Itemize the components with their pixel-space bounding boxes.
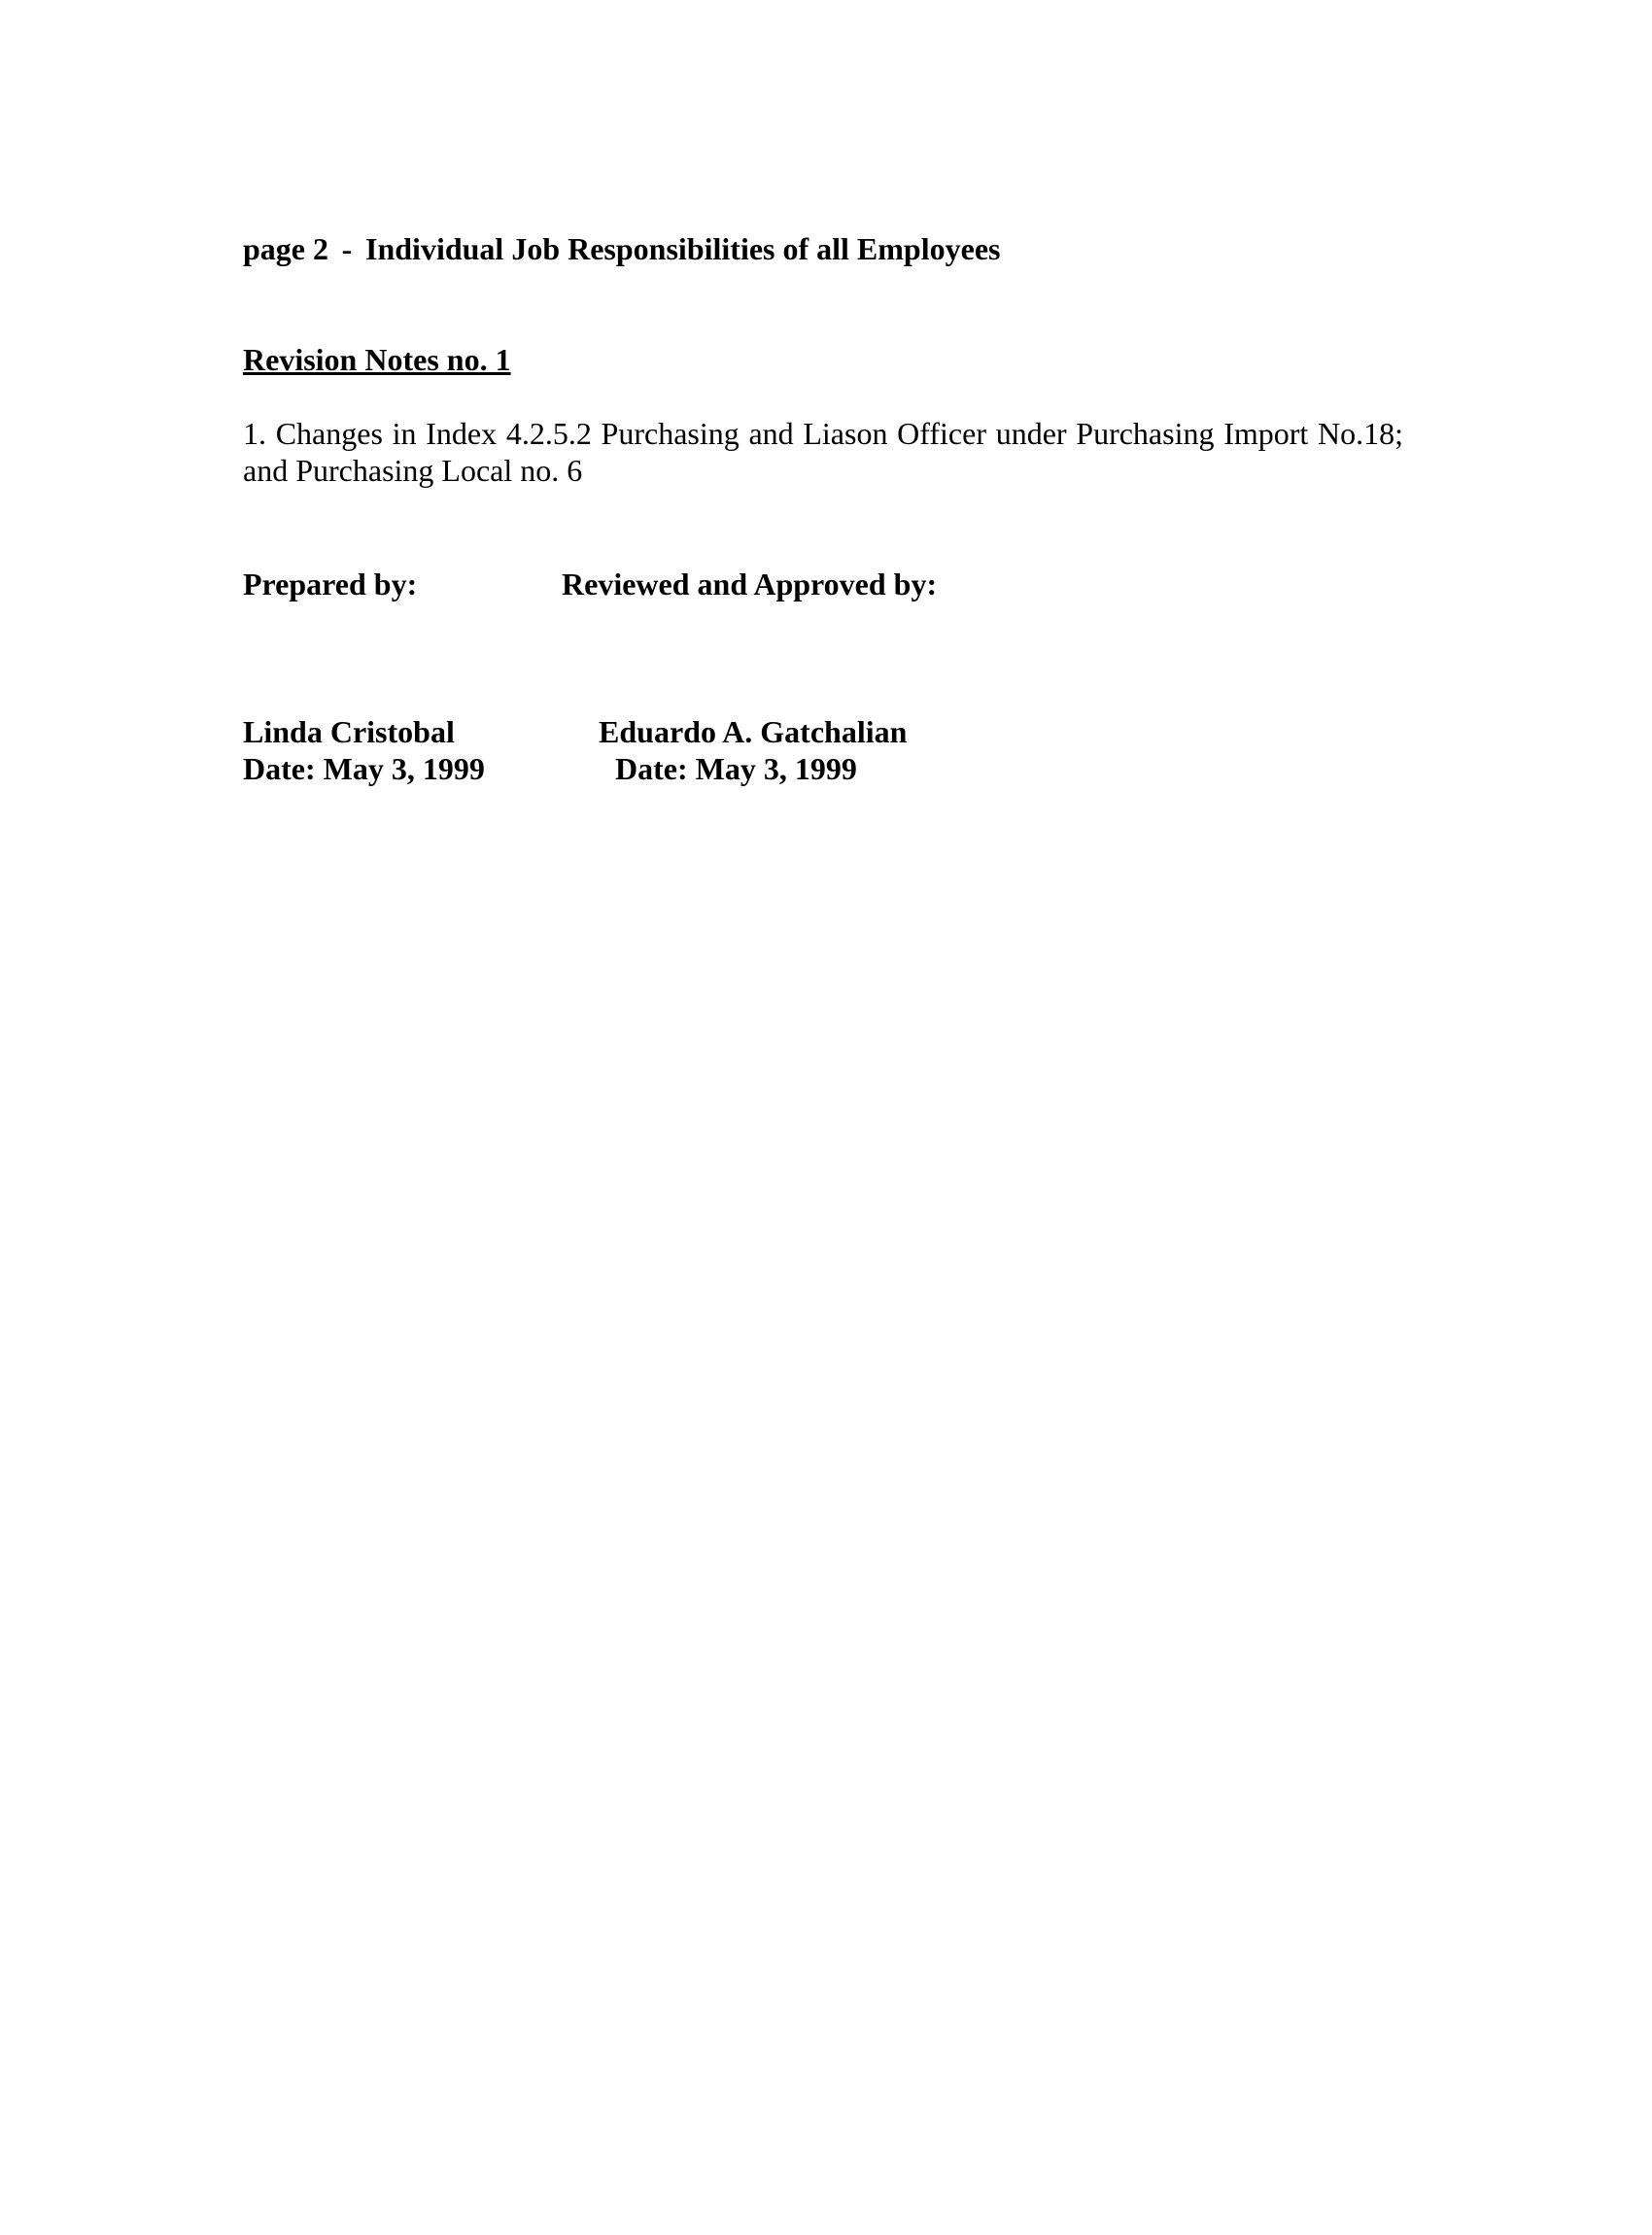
page-number: page 2: [243, 231, 328, 266]
approver-date: Date: May 3, 1999: [615, 751, 857, 786]
page-heading: [243, 231, 1000, 267]
preparer-date: Date: May 3, 1999: [243, 751, 485, 786]
approver-name: Eduardo A. Gatchalian: [599, 714, 908, 749]
heading-separator: -: [341, 231, 353, 266]
page-title: Individual Job Responsibilities of all Employees: [365, 231, 1001, 266]
revision-notes-title: Revision Notes no. 1: [243, 342, 511, 377]
reviewed-approved-by-label: Reviewed and Approved by:: [562, 567, 938, 602]
revision-note-item: 1. Changes in Index 4.2.5.2 Purchasing and Liason Officer under Purchasing Import No.18; and Purchasing Local no. 6: [243, 416, 1403, 488]
preparer-name: Linda Cristobal: [243, 714, 455, 749]
prepared-by-label: Prepared by:: [243, 567, 418, 602]
